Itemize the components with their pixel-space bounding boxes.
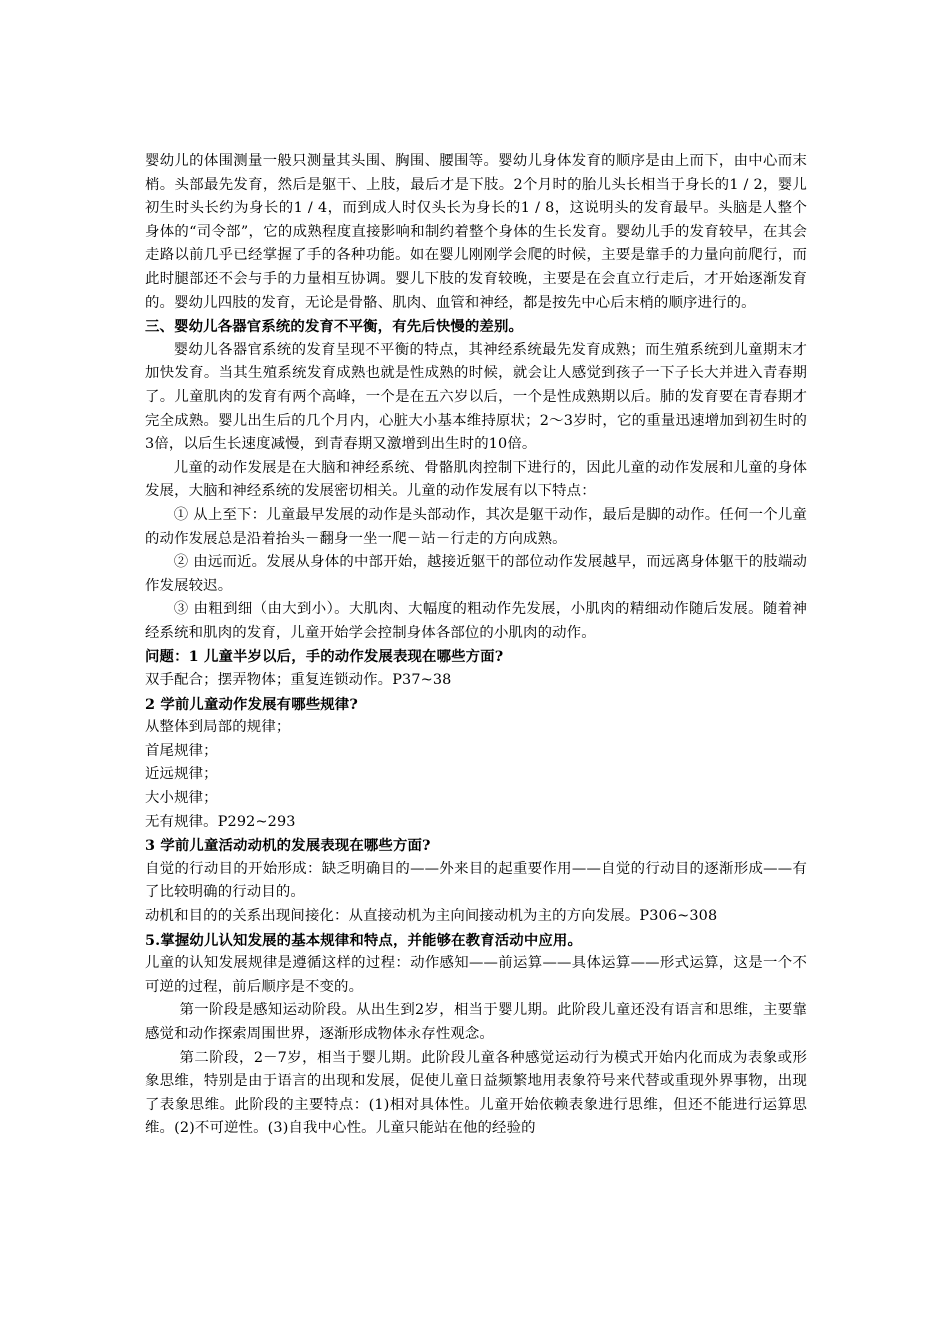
question-1-heading: 问题：1 儿童半岁以后，手的动作发展表现在哪些方面? <box>145 648 504 666</box>
paragraph-motor-development: 儿童的动作发展是在大脑和神经系统、骨骼肌肉控制下进行的，因此儿童的动作发展和儿童的身体发展，大脑和神经系统的发展密切相关。儿童的动作发展有以下特点： <box>145 459 807 500</box>
answer-2-item-3: 近远规律； <box>145 766 218 783</box>
answer-2-item-4: 大小规律； <box>145 790 218 807</box>
answer-3-part-2: 动机和目的的关系出现间接化：从直接动机为主向间接动机为主的方向发展。P306~308 <box>145 908 718 924</box>
paragraph-stage-1: 第一阶段是感知运动阶段。从出生到2岁，相当于婴儿期。此阶段儿童还没有语言和思维，主要靠感觉和动作探索周围世界，逐渐形成物体永存性观念。 <box>145 1002 807 1042</box>
paragraph-body-development-order: 婴幼儿的体围测量一般只测量其头围、胸围、腰围等。婴幼儿身体发育的顺序是由上而下，由中心而末梢。头部最先发育，然后是躯干、上肢，最后才是下肢。2个月时的胎儿头长相当于身长的1 / 2，婴儿初生时头长约为身长的1 / 4，而到成人时仅头长为身长的1 / 8，这说明头的发育最早。头脑是人整个身体的“司令部”，它的成熟程度直接影响和制约着整个身体的生长发育。婴幼儿手的发育较早，在其会走路以前几乎已经掌握了手的各种功能。如在婴儿刚刚学会爬的时候，主要是靠手的力量向前爬行，而此时腿部还不会与手的力量相互协调。婴儿下肢的发育较晚，主要是在会直立行走后，才开始逐渐发育的。婴幼儿四肢的发育，无论是骨骼、肌肉、血管和神经，都是按先中心后末梢的顺序进行的。 <box>145 153 807 311</box>
question-3-heading: 3 学前儿童活动动机的发展表现在哪些方面? <box>145 837 431 855</box>
list-item-top-down: ① 从上至下：儿童最早发展的动作是头部动作，其次是躯干动作，最后是脚的动作。任何一个儿童的动作发展总是沿着抬头－翻身一坐一爬－站－行走的方向成熟。 <box>145 506 807 547</box>
answer-3-part-1: 自觉的行动目的开始形成：缺乏明确目的——外来目的起重要作用——自觉的行动目的逐渐形成——有了比较明确的行动目的。 <box>145 860 807 901</box>
answer-2-item-5: 无有规律。P292~293 <box>145 813 296 830</box>
answer-1: 双手配合；摆弄物体；重复连锁动作。P37~38 <box>145 672 452 689</box>
paragraph-cognitive-law: 儿童的认知发展规律是遵循这样的过程：动作感知——前运算——具体运算——形式运算，这是一个不可逆的过程，前后顺序是不变的。 <box>145 955 807 995</box>
document-body <box>145 150 807 1141</box>
paragraph-organ-systems: 婴幼儿各器官系统的发育呈现不平衡的特点，其神经系统最先发育成熟；而生殖系统到儿童期末才加快发育。当其生殖系统发育成熟也就是性成熟的时候，就会让人感觉到孩子一下子长大并进入青春期了。儿童肌肉的发育有两个高峰，一个是在五六岁以后，一个是性成熟期以后。肺的发育要在青春期才完全成熟。婴儿出生后的几个月内，心脏大小基本维持原状；2～3岁时，它的重量迅速增加到初生时的3倍，以后生长速度减慢，到青春期又激增到出生时的10倍。 <box>145 341 807 453</box>
section-heading-5: 5.掌握幼儿认知发展的基本规律和特点，并能够在教育活动中应用。 <box>145 931 583 949</box>
section-heading-3: 三、婴幼儿各器官系统的发育不平衡，有先后快慢的差别。 <box>145 318 524 336</box>
list-item-center-outward: ② 由远而近。发展从身体的中部开始，越接近躯干的部位动作发展越早，而远离身体躯干的肢端动作发展较迟。 <box>145 554 807 594</box>
question-2-heading: 2 学前儿童动作发展有哪些规律? <box>145 695 358 713</box>
answer-2-item-2: 首尾规律； <box>145 742 218 759</box>
list-item-gross-to-fine: ③ 由粗到细（由大到小）。大肌肉、大幅度的粗动作先发展，小肌肉的精细动作随后发展。随着神经系统和肌肉的发育，儿童开始学会控制身体各部位的小肌肉的动作。 <box>145 601 807 641</box>
answer-2-item-1: 从整体到局部的规律； <box>145 719 291 736</box>
paragraph-stage-2: 第二阶段，2－7岁，相当于婴儿期。此阶段儿童各种感觉运动行为模式开始内化而成为表象或形象思维，特别是由于语言的出现和发展，促使儿童日益频繁地用表象符号来代替或重现外界事物，出现了表象思维。此阶段的主要特点：(1)相对具体性。儿童开始依赖表象进行思维，但还不能进行运算思维。(2)不可逆性。(3)自我中心性。儿童只能站在他的经验的 <box>145 1049 807 1137</box>
